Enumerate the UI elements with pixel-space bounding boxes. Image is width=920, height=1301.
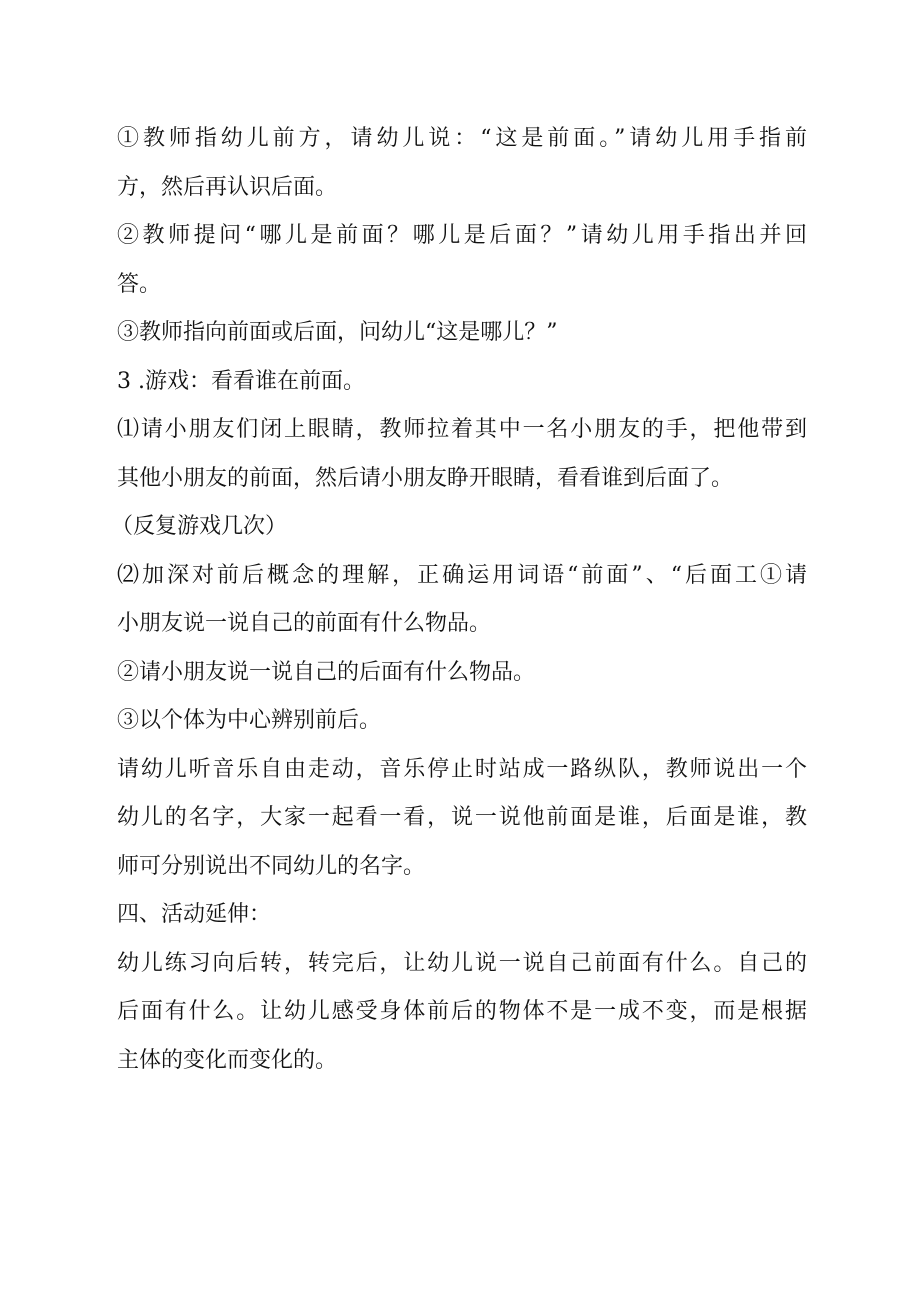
text-line: 其他小朋友的前面，然后请小朋友睁开眼睛，看看谁到后面了。 (117, 465, 734, 491)
text-line: ③教师指向前面或后面，问幼儿“这是哪儿？” (117, 320, 558, 345)
text-line: 主体的变化而变化的。 (117, 1047, 338, 1073)
text-line: ⑵加深对前后概念的理解，正确运用词语“前面”、“后面工①请 (117, 562, 807, 588)
text-line: 后面有什么。让幼儿感受身体前后的物体不是一成不变，而是根据 (117, 999, 807, 1024)
section-heading: 四、活动延伸： (117, 902, 272, 927)
text-line: ①教师指幼儿前方，请幼儿说：“这是前面。”请幼儿用手指前 (117, 126, 807, 151)
text-line: （反复游戏几次） (111, 514, 288, 539)
text-line: ②请小朋友说一说自己的后面有什么物品。 (117, 659, 536, 685)
text-line: 幼儿练习向后转，转完后，让幼儿说一说自己前面有什么。自己的 (117, 950, 807, 976)
text-line: 方，然后再认识后面。 (117, 174, 338, 200)
text-line: ⑴请小朋友们闭上眼睛，教师拉着其中一名小朋友的手，把他带到 (117, 417, 807, 442)
text-line: 请幼儿听音乐自由走动，音乐停止时站成一路纵队，教师说出一个 (117, 756, 807, 782)
text-line: ②教师提问“哪儿是前面？哪儿是后面？”请幼儿用手指出并回 (117, 223, 807, 248)
text-line: 幼儿的名字，大家一起看一看，说一说他前面是谁，后面是谁，教 (117, 805, 807, 830)
document-body (111, 115, 807, 1085)
text-line: 答。 (117, 271, 162, 297)
section-heading: 3 .游戏：看看谁在前面。 (117, 368, 365, 394)
text-line: 师可分别说出不同幼儿的名字。 (117, 853, 426, 879)
text-line: ③以个体为中心辨别前后。 (117, 708, 382, 733)
text-line: 小朋友说一说自己的前面有什么物品。 (117, 611, 492, 636)
